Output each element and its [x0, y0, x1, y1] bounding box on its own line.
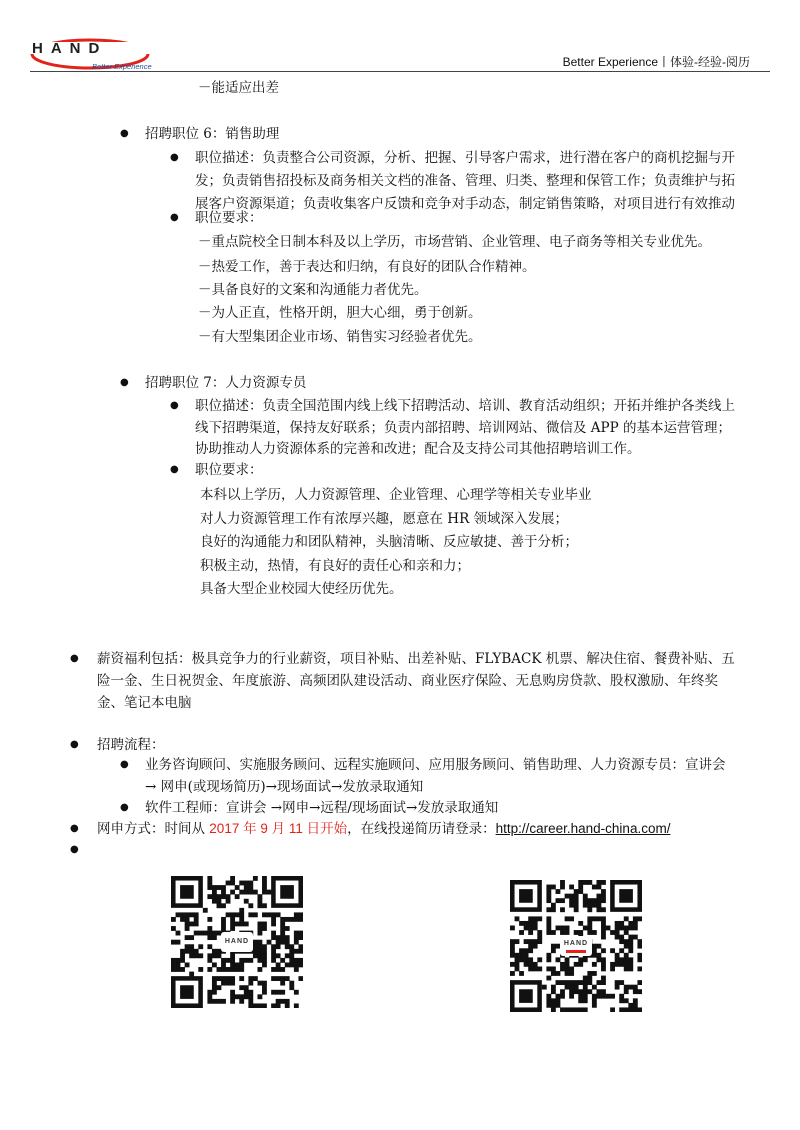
qr-logo-text: HAND: [563, 940, 589, 947]
bullet: ●: [120, 377, 129, 388]
header-right-text: Better Experience丨体验-经验-阅历: [562, 55, 750, 69]
job6-req-line: －有大型集团企业市场、销售实习经验者优先。: [198, 329, 482, 345]
logo-tagline: Better Experience: [92, 62, 152, 71]
career-site-link[interactable]: http://career.hand-china.com/: [495, 821, 671, 836]
job6-req-line: －具备良好的文案和沟通能力者优先。: [198, 282, 428, 298]
job7-req-line: 本科以上学历，人力资源管理、企业管理、心理学等相关专业毕业: [200, 487, 592, 503]
qr-logo-text: HAND: [224, 938, 250, 945]
job7-desc-line: 线下招聘渠道，保持友好联系；负责内部招聘、培训网站、微信及 APP 的基本运营管理；: [195, 420, 731, 436]
qr-logo-bar: [566, 950, 586, 953]
bullet: ●: [70, 739, 79, 750]
bullet: ●: [120, 759, 129, 770]
benefits-line: 薪资福利包括：极具竞争力的行业薪资，项目补贴、出差补贴、FLYBACK 机票、解决住宿、餐费补贴、五: [97, 651, 735, 667]
job6-desc-line: 职位描述：负责整合公司资源，分析、把握、引导客户需求，进行潜在客户的商机挖掘与开: [195, 150, 735, 166]
header-divider: [30, 71, 770, 72]
job6-req-line: －热爱工作，善于表达和归纳，有良好的团队合作精神。: [198, 259, 536, 275]
apply-line: [97, 818, 670, 840]
job7-req-line: 积极主动，热情，有良好的责任心和亲和力；: [200, 558, 470, 574]
bullet: ●: [170, 152, 179, 163]
job7-req-label: 职位要求：: [195, 462, 263, 478]
job7-title: 招聘职位 7：人力资源专员: [145, 375, 307, 391]
bullet: ●: [170, 400, 179, 411]
process-label: 招聘流程：: [97, 737, 165, 753]
job7-desc-line: 职位描述：负责全国范围内线上线下招聘活动、培训、教育活动组织；开拓并维护各类线上: [195, 398, 735, 414]
apply-date: 2017 年 9 月 11 日开始: [209, 821, 348, 836]
bullet: ●: [70, 823, 79, 834]
job7-req-line: 良好的沟通能力和团队精神，头脑清晰、反应敏捷、善于分析；: [200, 534, 578, 550]
job7-desc-line: 协助推动人力资源体系的完善和改进；配合及支持公司其他招聘培训工作。: [195, 441, 641, 457]
job6-desc-line: 展客户资源渠道；负责收集客户反馈和竞争对手动态，制定销售策略，对项目进行有效推动: [195, 196, 735, 212]
logo-text: HAND: [32, 40, 108, 57]
logo-graphic: [28, 34, 158, 74]
benefits-line: 险一金、生日祝贺金、年度旅游、高频团队建设活动、商业医疗保险、无息购房贷款、股权激励、年终奖: [97, 673, 718, 689]
bullet: ●: [70, 844, 79, 855]
apply-prefix: 网申方式：时间从: [97, 821, 210, 837]
company-logo: [28, 34, 158, 74]
bullet: ●: [170, 212, 179, 223]
job7-req-line: 具备大型企业校园大使经历优先。: [200, 581, 403, 597]
process-item: 业务咨询顾问、实施服务顾问、远程实施顾问、应用服务顾问、销售助理、人力资源专员：宣讲会: [145, 757, 726, 773]
continued-line: －能适应出差: [198, 80, 279, 96]
bullet: ●: [70, 653, 79, 664]
benefits-line: 金、笔记本电脑: [97, 695, 192, 711]
bullet: ●: [120, 128, 129, 139]
job6-req-line: －为人正直，性格开朗，胆大心细，勇于创新。: [198, 305, 482, 321]
job6-title: 招聘职位 6：销售助理: [145, 126, 280, 142]
job6-desc-line: 发；负责销售招投标及商务相关文档的准备、管理、归类、整理和保管工作；负责维护与拓: [195, 173, 735, 189]
qr-center-logo: [221, 932, 253, 952]
process-item-cont: → 网申(或现场简历)→现场面试→发放录取通知: [145, 779, 424, 795]
bullet: ●: [170, 464, 179, 475]
process-item: 软件工程师：宣讲会 →网申→远程/现场面试→发放录取通知: [145, 800, 499, 816]
qr-code-right: [510, 880, 642, 1012]
job6-req-line: －重点院校全日制本科及以上学历，市场营销、企业管理、电子商务等相关专业优先。: [198, 234, 711, 250]
bullet: ●: [120, 802, 129, 813]
qr-code-left: [171, 876, 303, 1008]
qr-center-logo: [560, 936, 592, 956]
job6-req-label: 职位要求：: [195, 210, 263, 226]
apply-middle: ，在线投递简历请登录：: [347, 821, 496, 837]
job7-req-line: 对人力资源管理工作有浓厚兴趣，愿意在 HR 领域深入发展；: [200, 511, 569, 527]
